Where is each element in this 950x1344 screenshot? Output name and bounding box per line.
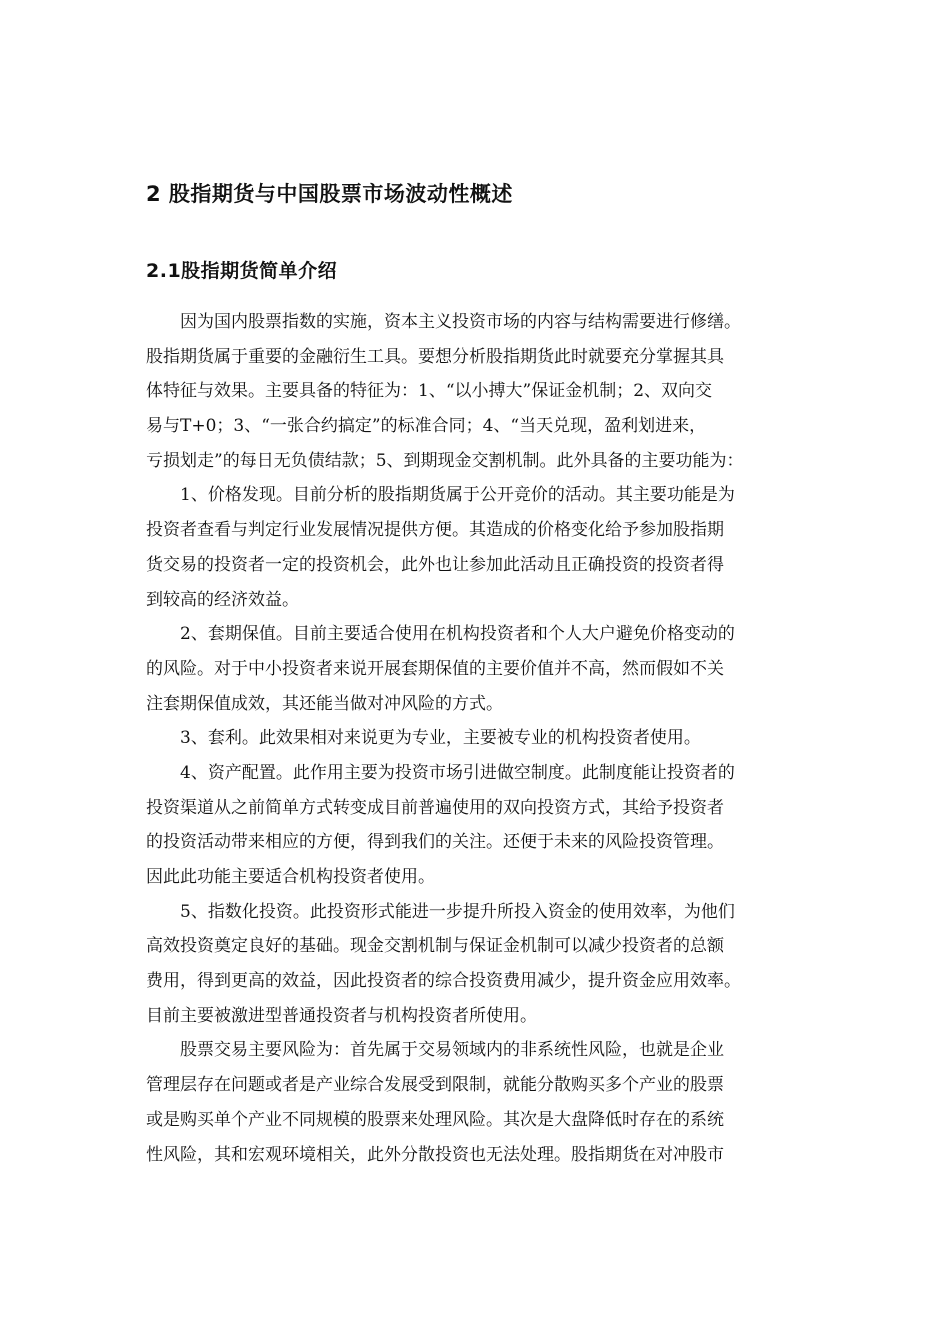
text-line: 2、套期保值。目前主要适合使用在机构投资者和个人大户避免价格变动的: [180, 624, 735, 645]
text-line: 亏损划走”的每日无负债结款；5、到期现金交割机制。此外具备的主要功能为：: [146, 450, 744, 471]
text-line: 或是购买单个产业不同规模的股票来处理风险。其次是大盘降低时存在的系统: [146, 1109, 724, 1130]
paragraph: [146, 305, 826, 478]
text-line: 注套期保值成效，其还能当做对冲风险的方式。: [146, 693, 503, 714]
body-text: [146, 305, 826, 1172]
paragraph: [146, 721, 826, 756]
text-line: 的投资活动带来相应的方便，得到我们的关注。还便于未来的风险投资管理。: [146, 832, 724, 853]
chapter-heading: 2 股指期货与中国股票市场波动性概述: [146, 182, 513, 206]
text-line: 货交易的投资者一定的投资机会，此外也让参加此活动且正确投资的投资者得: [146, 554, 724, 575]
text-line: 因此此功能主要适合机构投资者使用。: [146, 867, 435, 887]
text-line: 5、指数化投资。此投资形式能进一步提升所投入资金的使用效率，为他们: [180, 901, 735, 922]
paragraph: [146, 617, 826, 721]
text-line: 投资渠道从之前简单方式转变成目前普遍使用的双向投资方式，其给予投资者: [146, 797, 724, 818]
section-heading: 2.1股指期货简单介绍: [146, 260, 338, 282]
text-line: 性风险，其和宏观环境相关，此外分散投资也无法处理。股指期货在对冲股市: [146, 1144, 724, 1165]
text-line: 股票交易主要风险为：首先属于交易领域内的非系统性风险，也就是企业: [180, 1040, 724, 1061]
text-line: 因为国内股票指数的实施，资本主义投资市场的内容与结构需要进行修缮。: [180, 312, 741, 332]
paragraph: [146, 478, 826, 617]
text-line: 体特征与效果。主要具备的特征为：1、“以小搏大”保证金机制；2、双向交: [146, 381, 713, 402]
text-line: 易与T+0；3、“一张合约搞定”的标准合同；4、“当天兑现，盈利划进来，: [146, 416, 707, 437]
paragraph: [146, 1033, 826, 1172]
text-line: 到较高的经济效益。: [146, 589, 299, 610]
text-line: 4、资产配置。此作用主要为投资市场引进做空制度。此制度能让投资者的: [180, 762, 735, 783]
paragraph: [146, 895, 826, 1034]
text-line: 管理层存在问题或者是产业综合发展受到限制，就能分散购买多个产业的股票: [146, 1075, 724, 1096]
text-line: 目前主要被激进型普通投资者与机构投资者所使用。: [146, 1005, 537, 1026]
text-line: 股指期货属于重要的金融衍生工具。要想分析股指期货此时就要充分掌握其具: [146, 346, 724, 367]
text-line: 费用，得到更高的效益，因此投资者的综合投资费用减少，提升资金应用效率。: [146, 971, 741, 992]
text-line: 1、价格发现。目前分析的股指期货属于公开竞价的活动。其主要功能是为: [180, 485, 735, 506]
text-line: 3、套利。此效果相对来说更为专业，主要被专业的机构投资者使用。: [180, 728, 701, 749]
paragraph: [146, 756, 826, 895]
text-line: 投资者查看与判定行业发展情况提供方便。其造成的价格变化给予参加股指期: [146, 520, 724, 541]
text-line: 的风险。对于中小投资者来说开展套期保值的主要价值并不高，然而假如不关: [146, 658, 724, 679]
text-line: 高效投资奠定良好的基础。现金交割机制与保证金机制可以减少投资者的总额: [146, 936, 724, 957]
